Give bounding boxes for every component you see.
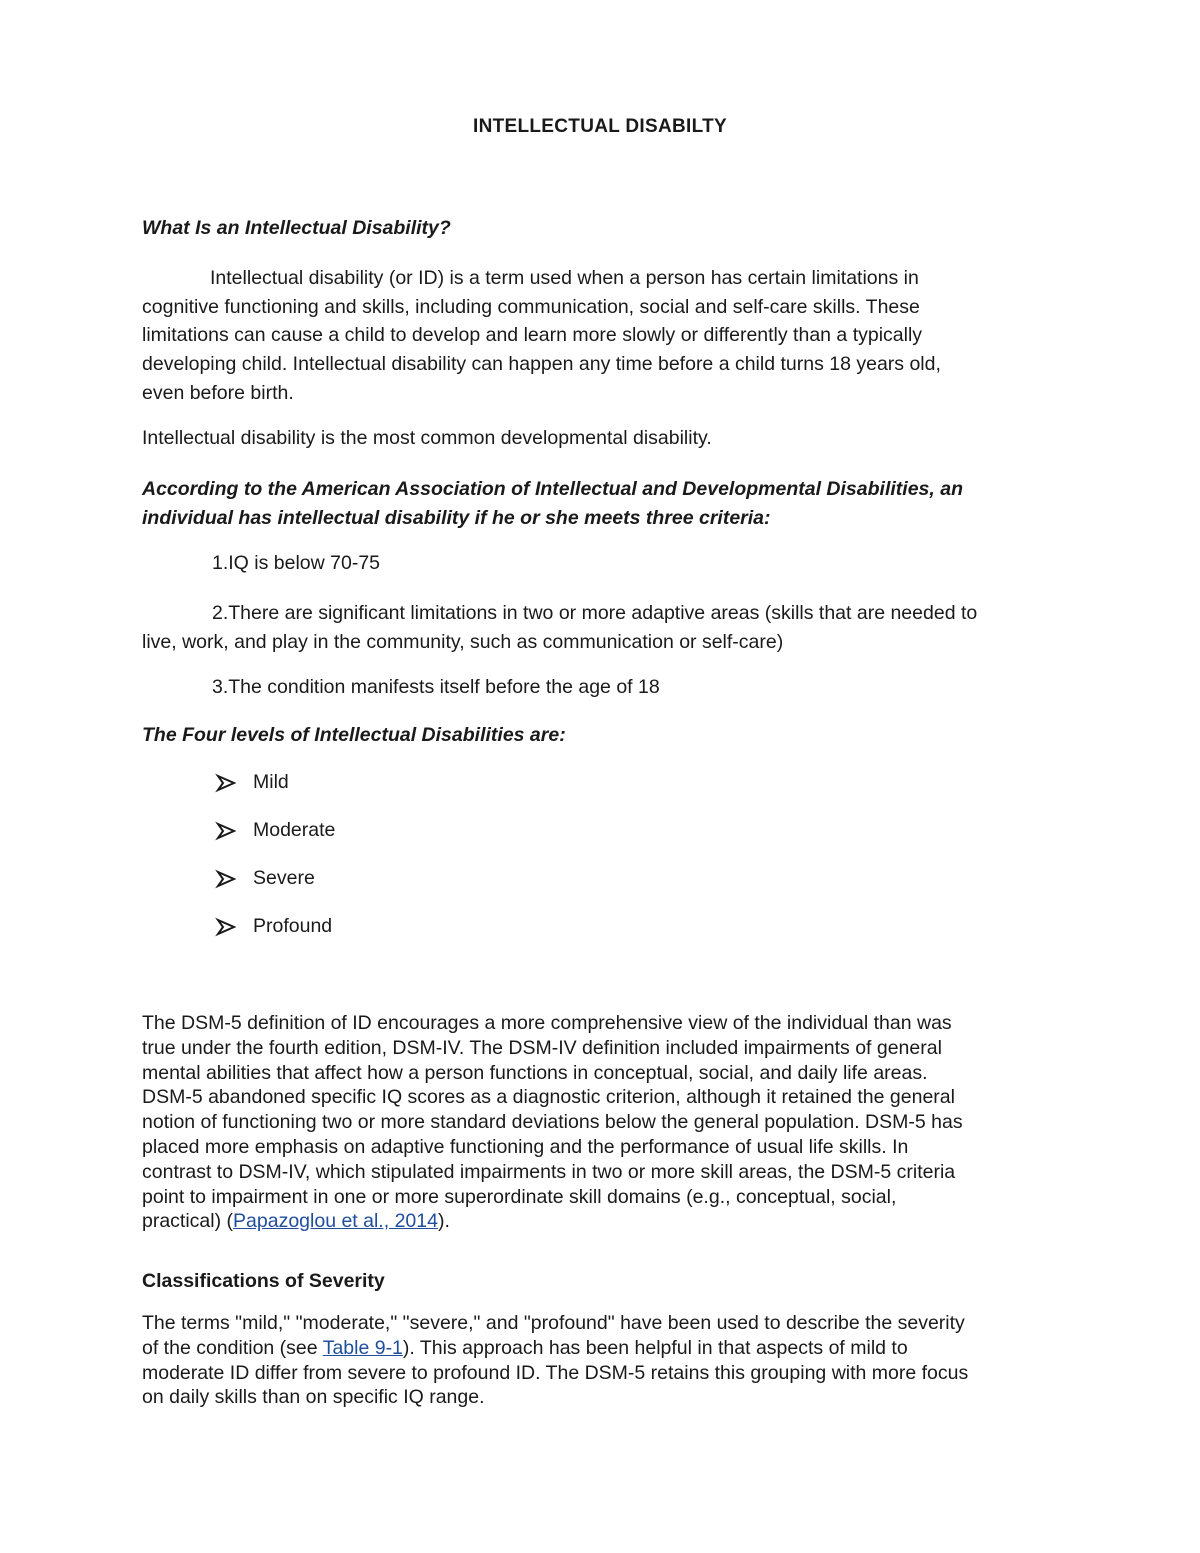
criteria-heading (142, 475, 963, 532)
paragraph-line: moderate ID differ from severe to profound ID. The DSM-5 retains this grouping with more focus (142, 1361, 969, 1384)
paragraph-line: on daily skills than on specific IQ range. (142, 1386, 485, 1409)
paragraph-line: Intellectual disability (or ID) is a term used when a person has certain limitations in (210, 267, 919, 289)
level-item-profound (215, 915, 332, 938)
level-item-mild (215, 771, 289, 794)
intro-paragraph (142, 264, 941, 408)
citation-suffix: ). (437, 1210, 450, 1233)
paragraph-line: developing child. Intellectual disability can happen any time before a child turns 18 years old, (142, 353, 941, 376)
citation-link[interactable]: Papazoglou et al., 2014 (233, 1210, 438, 1233)
criteria-heading-line: individual has intellectual disability if he or she meets three criteria: (142, 506, 771, 529)
paragraph-line: point to impairment in one or more superordinate skill domains (e.g., conceptual, social, (142, 1185, 897, 1208)
criterion-1: 1.IQ is below 70-75 (212, 552, 381, 574)
paragraph-line: notion of functioning two or more standard deviations below the general population. DSM-5 has (142, 1111, 963, 1134)
level-item-moderate (215, 819, 335, 842)
paragraph-line: DSM-5 abandoned specific IQ scores as a diagnostic criterion, although it retained the general (142, 1086, 955, 1109)
paragraph-line-with-link (142, 1336, 968, 1361)
level-label: Severe (253, 867, 315, 889)
section-heading-what-is-id: What Is an Intellectual Disability? (142, 217, 451, 239)
classification-heading: Classifications of Severity (142, 1270, 385, 1292)
most-common-paragraph: Intellectual disability is the most common developmental disability. (142, 427, 712, 449)
criteria-heading-line: According to the American Association of Intellectual and Developmental Disabilities, an (142, 478, 963, 500)
criterion-2 (142, 599, 977, 656)
arrow-bullet-icon (215, 917, 237, 937)
paragraph-line: limitations can cause a child to develop and learn more slowly or differently than a typically (142, 324, 923, 347)
paragraph-line: true under the fourth edition, DSM-IV. The DSM-IV definition included impairments of general (142, 1036, 942, 1059)
paragraph-line: placed more emphasis on adaptive functioning and the performance of usual life skills. In (142, 1135, 909, 1158)
criterion-line: 2.There are significant limitations in two or more adaptive areas (skills that are needed to (212, 602, 978, 624)
dsm5-paragraph (142, 1011, 963, 1234)
table-ref-suffix: ). This approach has been helpful in that aspects of mild to (402, 1336, 908, 1359)
criterion-line: live, work, and play in the community, such as communication or self-care) (142, 630, 784, 653)
classification-paragraph (142, 1311, 968, 1410)
arrow-bullet-icon (215, 869, 237, 889)
level-label: Mild (253, 771, 289, 793)
paragraph-line-with-citation (142, 1209, 963, 1234)
paragraph-line: even before birth. (142, 381, 294, 404)
paragraph-line: mental abilities that affect how a person functions in conceptual, social, and daily life areas. (142, 1061, 928, 1084)
paragraph-line: cognitive functioning and skills, including communication, social and self-care skills. These (142, 295, 920, 318)
paragraph-line: The terms "mild," "moderate," "severe," and "profound" have been used to describe the severity (142, 1312, 965, 1334)
paragraph-line: contrast to DSM-IV, which stipulated impairments in two or more skill areas, the DSM-5 criteria (142, 1160, 956, 1183)
document-title: INTELLECTUAL DISABILTY (473, 116, 727, 137)
paragraph-line: The DSM-5 definition of ID encourages a more comprehensive view of the individual than was (142, 1012, 952, 1034)
level-label: Profound (253, 915, 333, 937)
levels-heading: The Four levels of Intellectual Disabilities are: (142, 724, 566, 746)
level-label: Moderate (253, 819, 336, 841)
arrow-bullet-icon (215, 773, 237, 793)
table-link[interactable]: Table 9-1 (322, 1336, 403, 1359)
criterion-3: 3.The condition manifests itself before the age of 18 (212, 676, 660, 698)
table-ref-prefix: of the condition (see (142, 1336, 323, 1359)
arrow-bullet-icon (215, 821, 237, 841)
level-item-severe (215, 867, 315, 890)
citation-prefix: practical) ( (142, 1210, 234, 1233)
